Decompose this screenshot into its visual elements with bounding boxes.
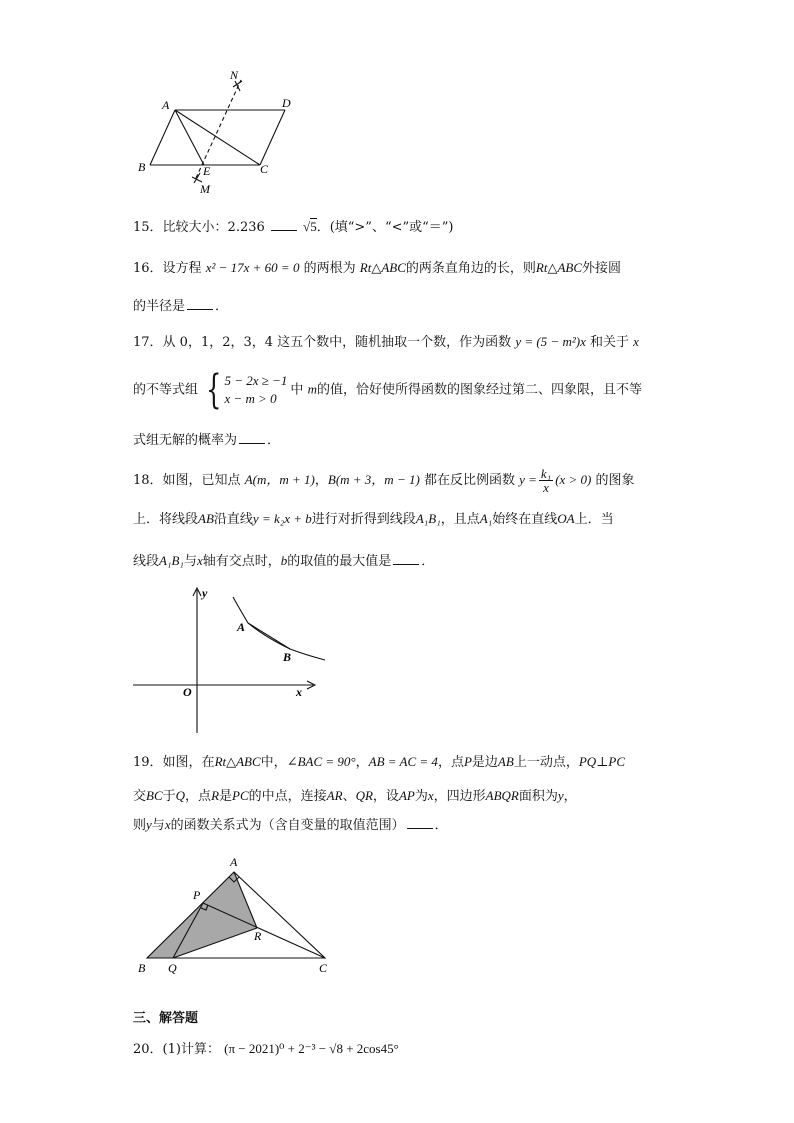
figure-parallelogram bbox=[130, 65, 310, 200]
fraction: $\frac{\text{k₁}}{x}$ bbox=[540, 466, 552, 495]
q19-text: ，点 bbox=[437, 755, 464, 770]
question-number: 15． bbox=[133, 220, 163, 235]
q19-text: ． bbox=[434, 818, 448, 833]
segment: QR bbox=[355, 788, 373, 803]
question-18-line-3 bbox=[133, 552, 434, 571]
q18-text: 轴有交点时， bbox=[202, 554, 281, 569]
equation: AB = AC = 4 bbox=[368, 754, 438, 769]
q18-text: 上．将线段 bbox=[133, 512, 199, 527]
q19-text: 是边 bbox=[471, 755, 498, 770]
shaded-quadrilateral bbox=[147, 872, 257, 958]
question-17-line-2 bbox=[133, 367, 642, 413]
q17-text: 式组无解的概率为 bbox=[133, 433, 238, 448]
label-a: A bbox=[237, 620, 246, 634]
q17-text: 的值，恰好使所得函数的图象经过第二、四象限，且不等 bbox=[316, 382, 642, 398]
variable: x bbox=[164, 817, 171, 832]
q19-text: 与 bbox=[151, 818, 165, 833]
variable: x bbox=[196, 553, 203, 568]
q19-text: 面积为 bbox=[518, 789, 558, 804]
label-m: M bbox=[200, 182, 210, 196]
q19-text: ，四边形 bbox=[433, 789, 486, 804]
segment: AB bbox=[497, 754, 514, 769]
question-15 bbox=[133, 218, 454, 237]
label-p: P bbox=[193, 888, 201, 902]
question-16-line-2 bbox=[133, 298, 228, 316]
answer-blank[interactable] bbox=[407, 817, 433, 829]
question-19-line-1 bbox=[133, 753, 625, 772]
q18-text: 上．当 bbox=[574, 512, 614, 527]
point-a: A(m，m + 1) bbox=[244, 472, 315, 487]
variable: x bbox=[633, 334, 639, 349]
variable: b bbox=[280, 553, 288, 568]
label-origin: O bbox=[183, 685, 192, 699]
q16-text: 设方程 bbox=[162, 261, 202, 276]
q18-text: 的取值的最大值是 bbox=[287, 554, 392, 569]
q15-text: 比较大小：2.236 bbox=[162, 220, 265, 235]
figure-coordinate-graph bbox=[130, 585, 330, 740]
q18-text: 进行对折得到线段 bbox=[311, 512, 416, 527]
answer-blank[interactable] bbox=[187, 298, 213, 310]
q16-text: 的半径是 bbox=[133, 299, 186, 314]
function-expression: y = (5 − m²)x bbox=[515, 334, 586, 349]
segment: AB bbox=[198, 511, 214, 526]
question-18-line-1 bbox=[133, 467, 635, 494]
answer-blank[interactable] bbox=[271, 219, 297, 231]
question-number: 20． bbox=[133, 1042, 163, 1057]
part-number: (1) bbox=[162, 1042, 181, 1057]
q19-text: 交 bbox=[133, 789, 147, 804]
equation: x² − 17x + 60 = 0 bbox=[205, 260, 300, 275]
q19-text: 上一动点， bbox=[513, 755, 579, 770]
q19-text: ，设 bbox=[372, 789, 399, 804]
question-number: 19． bbox=[133, 755, 163, 770]
question-19-line-3 bbox=[133, 816, 448, 835]
label-b: B bbox=[138, 961, 146, 975]
q15-hint: ．(填“>”、“<”或“＝”) bbox=[316, 220, 454, 235]
q18-text: 始终在直线 bbox=[492, 512, 558, 527]
question-20 bbox=[133, 1040, 399, 1059]
q18-text: ，且点 bbox=[440, 512, 480, 527]
q19-text: ，点 bbox=[185, 789, 212, 804]
expression: (π − 2021)⁰ + 2⁻³ − √8 + 2cos45° bbox=[224, 1041, 399, 1056]
segment: OA bbox=[557, 511, 575, 526]
q18-text: 沿直线 bbox=[213, 512, 253, 527]
label-b: B bbox=[138, 160, 146, 174]
q16-text: ． bbox=[215, 299, 229, 314]
q19-text: 是 bbox=[219, 789, 233, 804]
q20-text: 计算： bbox=[180, 1042, 220, 1057]
point: P bbox=[463, 754, 472, 769]
q19-text: ， bbox=[355, 755, 369, 770]
q19-text: 于 bbox=[162, 789, 176, 804]
segment: AP bbox=[398, 788, 415, 803]
q18-text: 如图，已知点 bbox=[162, 473, 241, 488]
inequality-2: x − m > 0 bbox=[224, 391, 277, 406]
q19-text: 中， bbox=[260, 755, 287, 770]
q17-text: 和关于 bbox=[589, 335, 629, 350]
q19-text: 的函数关系式为（含自变量的取值范围） bbox=[170, 818, 405, 833]
q19-text: 、 bbox=[342, 789, 356, 804]
figure-right-triangle bbox=[130, 850, 340, 980]
q18-text: 的图象 bbox=[595, 473, 635, 488]
inequality-1: 5 − 2x ≥ −1 bbox=[224, 373, 288, 388]
segment: A₁B₁ bbox=[159, 553, 184, 568]
segment: A₁B₁ bbox=[415, 511, 441, 526]
domain-condition: (x > 0) bbox=[555, 472, 592, 487]
q19-text: 则 bbox=[133, 818, 147, 833]
segment: AR bbox=[326, 788, 343, 803]
q18-text: ， bbox=[314, 473, 328, 488]
triangle-name: Rt△ABC bbox=[214, 754, 261, 769]
label-e: E bbox=[203, 164, 211, 178]
variable: m bbox=[307, 381, 317, 397]
label-q: Q bbox=[168, 961, 177, 975]
q19-text: 如图，在 bbox=[162, 755, 215, 770]
q17-text: 的不等式组 bbox=[133, 382, 199, 398]
question-19-line-2 bbox=[133, 787, 577, 806]
variable: x bbox=[427, 788, 434, 803]
label-r: R bbox=[254, 929, 262, 943]
segment: BC bbox=[146, 788, 163, 803]
q19-text: 为 bbox=[414, 789, 428, 804]
q17-text: 中 bbox=[290, 382, 304, 398]
label-b: B bbox=[283, 650, 292, 664]
function-lhs: y = bbox=[519, 472, 537, 487]
question-17-line-1 bbox=[133, 333, 639, 352]
q19-text: ， bbox=[563, 789, 577, 804]
label-y-axis: y bbox=[202, 586, 208, 600]
q17-text: 从 0，1，2，3，4 这五个数中，随机抽取一个数，作为函数 bbox=[162, 335, 512, 350]
label-c: C bbox=[319, 961, 328, 975]
question-number: 18． bbox=[133, 473, 163, 488]
quadrilateral: ABQR bbox=[485, 788, 519, 803]
sqrt-expression: √5 bbox=[303, 219, 317, 234]
q16-text: 外接圆 bbox=[582, 261, 622, 276]
label-c: C bbox=[260, 162, 269, 176]
label-x-axis: x bbox=[296, 685, 302, 699]
triangle-name: Rt△ABC bbox=[535, 260, 582, 275]
q18-text: ． bbox=[421, 554, 435, 569]
point-b: B(m + 3，m − 1) bbox=[327, 472, 420, 487]
question-number: 17． bbox=[133, 335, 163, 350]
point: Q bbox=[175, 788, 186, 803]
q17-text: ． bbox=[267, 433, 281, 448]
question-17-line-3 bbox=[133, 432, 280, 450]
perpendicular: PQ⊥PC bbox=[578, 754, 625, 769]
line-equation: y = k₂x + b bbox=[252, 511, 312, 526]
question-16-line-1 bbox=[133, 259, 621, 278]
q16-text: 的两根为 bbox=[303, 261, 356, 276]
variable: y bbox=[146, 817, 152, 832]
point: A₁ bbox=[479, 511, 493, 526]
question-18-line-2 bbox=[133, 510, 614, 529]
q18-text: 都在反比例函数 bbox=[423, 473, 515, 488]
segment: PC bbox=[232, 788, 249, 803]
label-d: D bbox=[282, 96, 291, 110]
answer-blank[interactable] bbox=[239, 432, 265, 444]
triangle-name: Rt△ABC bbox=[359, 260, 406, 275]
q18-text: 与 bbox=[183, 554, 197, 569]
section-heading: 三、解答题 bbox=[133, 1011, 199, 1026]
q18-text: 线段 bbox=[133, 554, 160, 569]
point: R bbox=[211, 788, 220, 803]
q16-text: 的两条直角边的长，则 bbox=[405, 261, 536, 276]
question-number: 16． bbox=[133, 261, 163, 276]
label-a: A bbox=[230, 855, 238, 869]
inequality-system: { 5 − 2x ≥ −1 x − m > 0 bbox=[206, 367, 288, 413]
variable: y bbox=[557, 788, 564, 803]
angle: ∠BAC = 90° bbox=[286, 754, 356, 769]
answer-blank[interactable] bbox=[393, 553, 419, 565]
q19-text: 的中点，连接 bbox=[248, 789, 327, 804]
label-n: N bbox=[230, 68, 239, 82]
label-a: A bbox=[162, 98, 170, 112]
